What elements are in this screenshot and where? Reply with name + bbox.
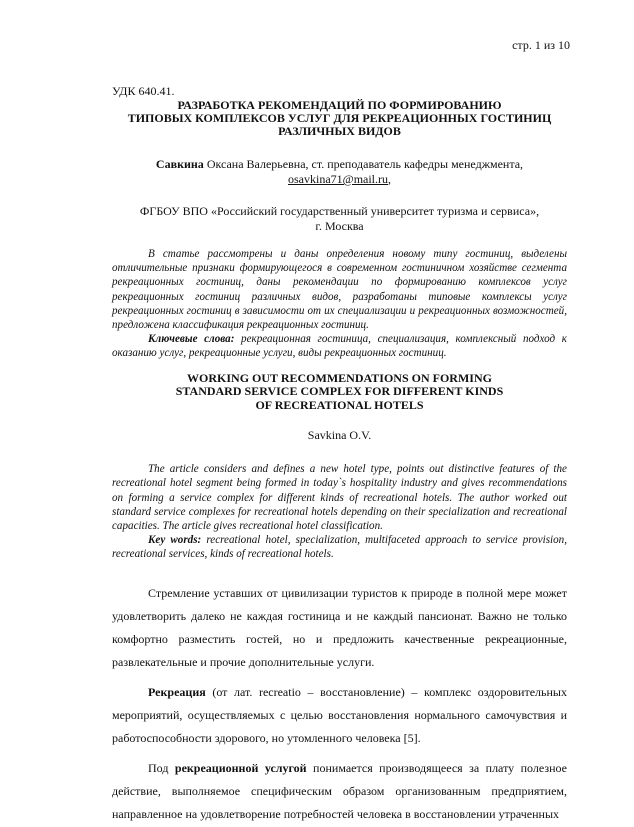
udk-code: УДК 640.41.	[112, 84, 175, 98]
abstract-en: The article considers and defines a new hotel type, points out distinctive features of the recreational hotel segment being formed in today`s hospitality industry and gives recommendations on forming a service complex for different kinds of recreational hotels. The author worked out standard service complexes for recreational hotels depending on their specialization and recreational capacities. The article gives recreational hotel classification.	[112, 463, 567, 532]
keywords-ru-text: рекреационная гостиница, специализация, комплексный подход к оказанию услуг, рекреационные услуги, виды рекреационных гостиниц.	[112, 333, 567, 360]
keywords-en-text: recreational hotel, specialization, multifaceted approach to service provision, recreational services, kinds of recreational hotels.	[112, 534, 567, 561]
definition-text: понимается производящееся за плату полезное действие, выполняемое специфическим образом организованным предприятием, направленное на удовлетворение потребностей человека в восстановлении утраченных	[112, 760, 567, 822]
author-email-link[interactable]: osavkina71@mail.ru	[287, 172, 389, 186]
author-ru	[112, 157, 567, 187]
paragraph-lead: Под	[148, 760, 175, 775]
title-ru-line: РАЗЛИЧНЫХ ВИДОВ	[278, 124, 401, 138]
title-ru	[112, 99, 567, 138]
keywords-en	[112, 533, 567, 561]
affiliation-line: ФГБОУ ВПО «Российский государственный университет туризма и сервиса»,	[139, 204, 540, 218]
email-suffix: ,	[388, 172, 392, 186]
abstract-ru: В статье рассмотрены и даны определения новому типу гостиниц, выделены отличительные признаки формирующегося в современном гостиничном хозяйстве сегмента рекреационных гостиниц, даны рекомендации по формированию комплексов услуг рекреационных гостиниц различных видов, разработаны типовые комплексы услуг рекреационных гостиниц в зависимости от их специализации и рекреационных возможностей, предложена классификация рекреационных гостиниц.	[112, 248, 567, 332]
body-paragraph	[112, 681, 567, 751]
title-en-line: STANDARD SERVICE COMPLEX FOR DIFFERENT KINDS	[175, 384, 504, 399]
affiliation	[112, 204, 567, 234]
page-number: стр. 1 из 10	[512, 38, 570, 52]
body-paragraph: Стремление уставших от цивилизации туристов к природе в полной мере может удовлетворить далеко не каждая гостиница и не каждый пансионат. Важно не только комфортно разместить гостей, но и предложить качественные рекреационные, развлекательные и прочие дополнительные услуги.	[112, 585, 567, 670]
author-details: Оксана Валерьевна, ст. преподаватель кафедры менеджмента,	[203, 157, 524, 171]
document-body	[112, 84, 567, 827]
title-en	[112, 372, 567, 413]
title-ru-line: ТИПОВЫХ КОМПЛЕКСОВ УСЛУГ ДЛЯ РЕКРЕАЦИОННЫХ ГОСТИНИЦ	[127, 111, 552, 125]
author-en: Savkina O.V.	[307, 428, 372, 443]
keywords-en-label: Key words:	[148, 534, 202, 547]
affiliation-line: г. Москва	[315, 219, 364, 233]
title-ru-line: РАЗРАБОТКА РЕКОМЕНДАЦИЙ ПО ФОРМИРОВАНИЮ	[177, 98, 502, 112]
author-surname: Савкина	[155, 157, 204, 171]
title-en-line: OF RECREATIONAL HOTELS	[255, 397, 424, 412]
keywords-ru-label: Ключевые слова:	[148, 333, 235, 346]
title-en-line: WORKING OUT RECOMMENDATIONS ON FORMING	[187, 370, 492, 385]
definition-text: (от лат. recreatio – восстановление) – комплекс оздоровительных мероприятий, осуществляемых с целью восстановления нормального самочувствия и работоспособности здорового, но утомленного человека [5].	[112, 684, 567, 746]
keywords-ru	[112, 332, 567, 360]
body-paragraph	[112, 757, 567, 827]
term-recreation: Рекреация	[148, 684, 206, 699]
term-recreational-service: рекреационной услугой	[174, 760, 307, 775]
